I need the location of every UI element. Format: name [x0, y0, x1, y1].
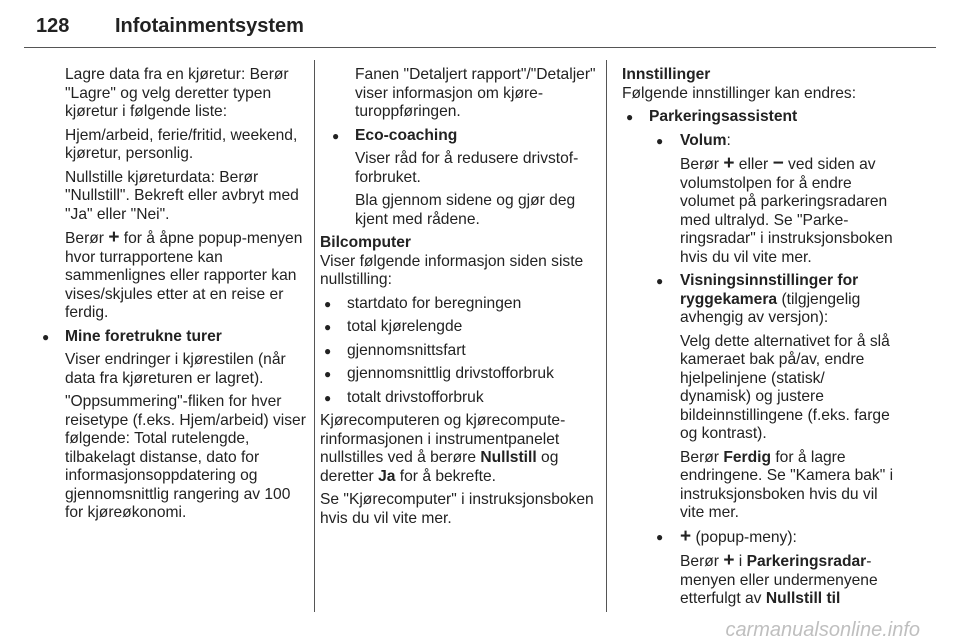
text: (tilgjengelig avhengig av versjon): — [680, 290, 861, 326]
text: ved siden av volumstolpen for å endre volumet på parkeringsradaren med ultralyd. Se "Parkeringsradar" i instruksjonsboken hvis du vil vite mer. — [680, 156, 893, 266]
list-item: ● gjennomsnittsfart — [320, 342, 598, 361]
list-item: ● totalt drivstofforbruk — [320, 389, 598, 408]
paragraph — [38, 229, 308, 323]
text: Nullstill — [480, 449, 537, 466]
text: : — [726, 131, 731, 149]
paragraph: Bla gjennom sidene og gjør deg kjent med rådene. — [355, 192, 576, 228]
paragraph — [320, 412, 598, 486]
sub-list-item — [622, 525, 897, 548]
paragraph — [622, 449, 897, 523]
text: Volum — [680, 131, 727, 149]
text: for å bekrefte. — [399, 467, 497, 485]
text: og deretter — [320, 449, 559, 485]
text: eller — [738, 156, 769, 173]
paragraph: Se "Kjørecomputer" i instruksjonsboken hvis du vil vite mer. — [320, 491, 594, 527]
paragraph — [622, 155, 897, 267]
list-item — [38, 328, 308, 347]
section-heading: Bilcomputer — [320, 234, 411, 251]
paragraph: Nullstille kjøreturdata: Berør "Nullstill". Bekreft eller avbryt med "Ja" eller "Nei". — [65, 168, 299, 223]
text: -menyen eller undermenyene etterfulgt av — [680, 553, 878, 607]
paragraph: Fanen "Detaljert rapport"/"Detaljer" viser informasjon om kjøreturoppføringen. — [355, 66, 596, 120]
paragraph: Hjem/arbeid, ferie/fritid, weekend, kjøretur, personlig. — [65, 126, 298, 162]
section-bilcomputer — [320, 234, 598, 528]
column-3 — [622, 66, 897, 614]
bullet-title: Mine foretrukne turer — [65, 327, 222, 345]
text: Kjørecomputeren og kjørecomputerinformasjonen i instrumentpanelet nullstilles ved å berøre — [320, 412, 566, 466]
text: Berør — [65, 230, 104, 247]
paragraph: Viser endringer i kjørestilen (når data fra kjøreturen er lagret). — [65, 351, 286, 387]
column-2 — [320, 66, 598, 533]
list-item: ● total kjørelengde — [320, 318, 598, 337]
text: Nullstill til — [765, 590, 841, 607]
paragraph: Følgende innstillinger kan endres: — [622, 84, 857, 102]
paragraph: Viser følgende informasjon siden siste nullstilling: — [320, 252, 584, 288]
bullet-title: Parkeringsassistent — [649, 108, 798, 125]
text: Parkeringsradar — [746, 553, 867, 570]
paragraph: Viser råd for å redusere drivstofforbruket. — [355, 150, 579, 186]
text: i — [738, 553, 743, 570]
paragraph: Velg dette alternativet for å slå kameraet bak på/av, endre hjelpelinjene (statisk/ dynamisk) og justere bildeinnstillingene (f.eks. farge og kontrast). — [680, 332, 890, 442]
minus-icon: − — [772, 153, 784, 174]
text: Visningsinnstillinger for ryggekamera — [680, 272, 859, 308]
text: for å lagre endringene. Se "Kamera bak" i instruksjonsboken hvis du vil vite mer. — [680, 448, 894, 521]
plus-icon: + — [680, 525, 692, 547]
column-divider-2 — [606, 60, 607, 612]
page-title: Infotainmentsystem — [115, 15, 304, 37]
text: Ja — [378, 467, 396, 485]
text: for å åpne popup-menyen hvor turrapportene kan sammenlignes eller rapporter kan vises/skjules etter at en reise er ferdig. — [65, 230, 303, 321]
header-rule — [24, 47, 936, 48]
text: Ferdig — [723, 448, 771, 466]
page-number: 128 — [36, 15, 70, 37]
text: Berør — [680, 553, 719, 570]
list-item — [328, 127, 598, 146]
plus-icon: + — [108, 227, 120, 248]
list-item — [622, 108, 897, 127]
plus-icon: + — [723, 550, 735, 571]
text: Berør — [680, 156, 719, 173]
column-1 — [38, 66, 308, 528]
section-heading: Innstillinger — [622, 66, 711, 83]
text: Berør — [680, 448, 719, 466]
paragraph — [622, 552, 897, 609]
list-item: ● gjennomsnittlig drivstofforbruk — [320, 365, 598, 384]
sub-list-item — [622, 132, 897, 151]
paragraph: Lagre data fra en kjøretur: Berør "Lagre" og velg deretter typen kjøretur i følgende liste: — [65, 66, 289, 120]
bullet-title: Eco-coaching — [355, 126, 458, 144]
watermark: carmanualsonline.info — [725, 618, 920, 641]
paragraph: "Oppsummering"-fliken for hver reisetype (f.eks. Hjem/arbeid) viser følgende: Total rutelengde, tilbakelagt distanse, dato for informasjonsoppdatering og gjennomsnittlig rangering av 100 for kjøreøkonomi. — [65, 393, 306, 521]
plus-icon: + — [723, 153, 735, 174]
list-item: ● startdato for beregningen — [320, 295, 598, 314]
column-divider-1 — [314, 60, 315, 612]
text: (popup-meny): — [695, 528, 797, 546]
sub-list-item — [622, 272, 897, 328]
